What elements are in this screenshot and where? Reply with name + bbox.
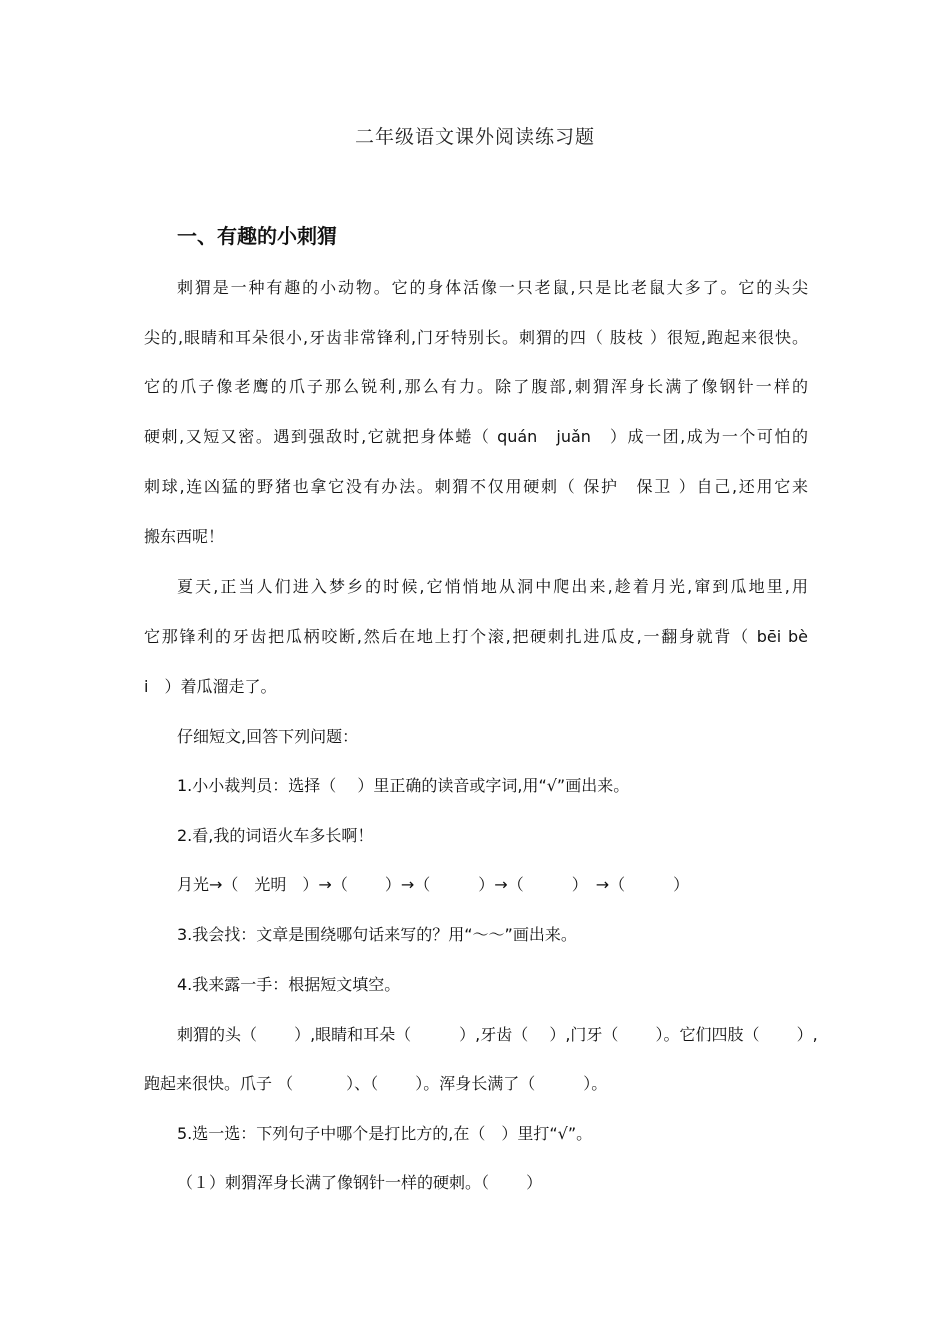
fill-blank-line: 刺猬的头（ ）,眼睛和耳朵（ ）,牙齿（ ）,门牙（ ）。它们四肢（ ）,	[177, 1025, 818, 1044]
section-heading: 一、有趣的小刺猬	[177, 224, 337, 248]
fill-blank-line: 跑起来很快。爪子 （ ）、（ ）。浑身长满了（ ）。	[144, 1074, 608, 1093]
paragraph-line: 它的爪子像老鹰的爪子那么锐利,那么有力。除了腹部,刺猬浑身长满了像钢针一样的	[144, 377, 808, 396]
paragraph-line: 刺球,连凶猛的野猪也拿它没有办法。刺猬不仅用硬刺（ 保护 保卫 ）自己,还用它来	[144, 477, 808, 496]
paragraph-line: 刺猬是一种有趣的小动物。它的身体活像一只老鼠,只是比老鼠大多了。它的头尖	[177, 278, 808, 297]
paragraph-line: i ）着瓜溜走了。	[144, 677, 277, 696]
question-line: 1.小小裁判员：选择（ ）里正确的读音或字词,用“√”画出来。	[177, 776, 630, 795]
question-line: 5.选一选：下列句子中哪个是打比方的,在（ ）里打“√”。	[177, 1124, 593, 1143]
question-line: 2.看,我的词语火车多长啊！	[177, 826, 374, 845]
instruction-line: 仔细短文,回答下列问题：	[177, 727, 359, 746]
paragraph-line: 夏天,正当人们进入梦乡的时候,它悄悄地从洞中爬出来,趁着月光,窜到瓜地里,用	[177, 577, 808, 596]
question-line: 4.我来露一手：根据短文填空。	[177, 975, 401, 994]
paragraph-line: 尖的,眼睛和耳朵很小,牙齿非常锋利,门牙特别长。刺猬的四（ 肢枝 ）很短,跑起来很快。	[144, 328, 808, 347]
word-train-line: 月光→（ 光明 ）→（ ）→（ ）→（ ） →（ ）	[177, 875, 690, 894]
paragraph-line: 硬刺,又短又密。遇到强敌时,它就把身体蜷（ quán juǎn ）成一团,成为一个可怕的	[144, 427, 808, 446]
option-line: （１）刺猬浑身长满了像钢针一样的硬刺。（ ）	[177, 1173, 543, 1192]
question-line: 3.我会找：文章是围绕哪句话来写的？用“～～”画出来。	[177, 925, 577, 944]
paragraph-line: 搬东西呢！	[144, 527, 225, 546]
paragraph-line: 它那锋利的牙齿把瓜柄咬断,然后在地上打个滚,把硬刺扎进瓜皮,一翻身就背（ bēi bè	[144, 627, 808, 646]
document-title: 二年级语文课外阅读练习题	[354, 126, 595, 148]
